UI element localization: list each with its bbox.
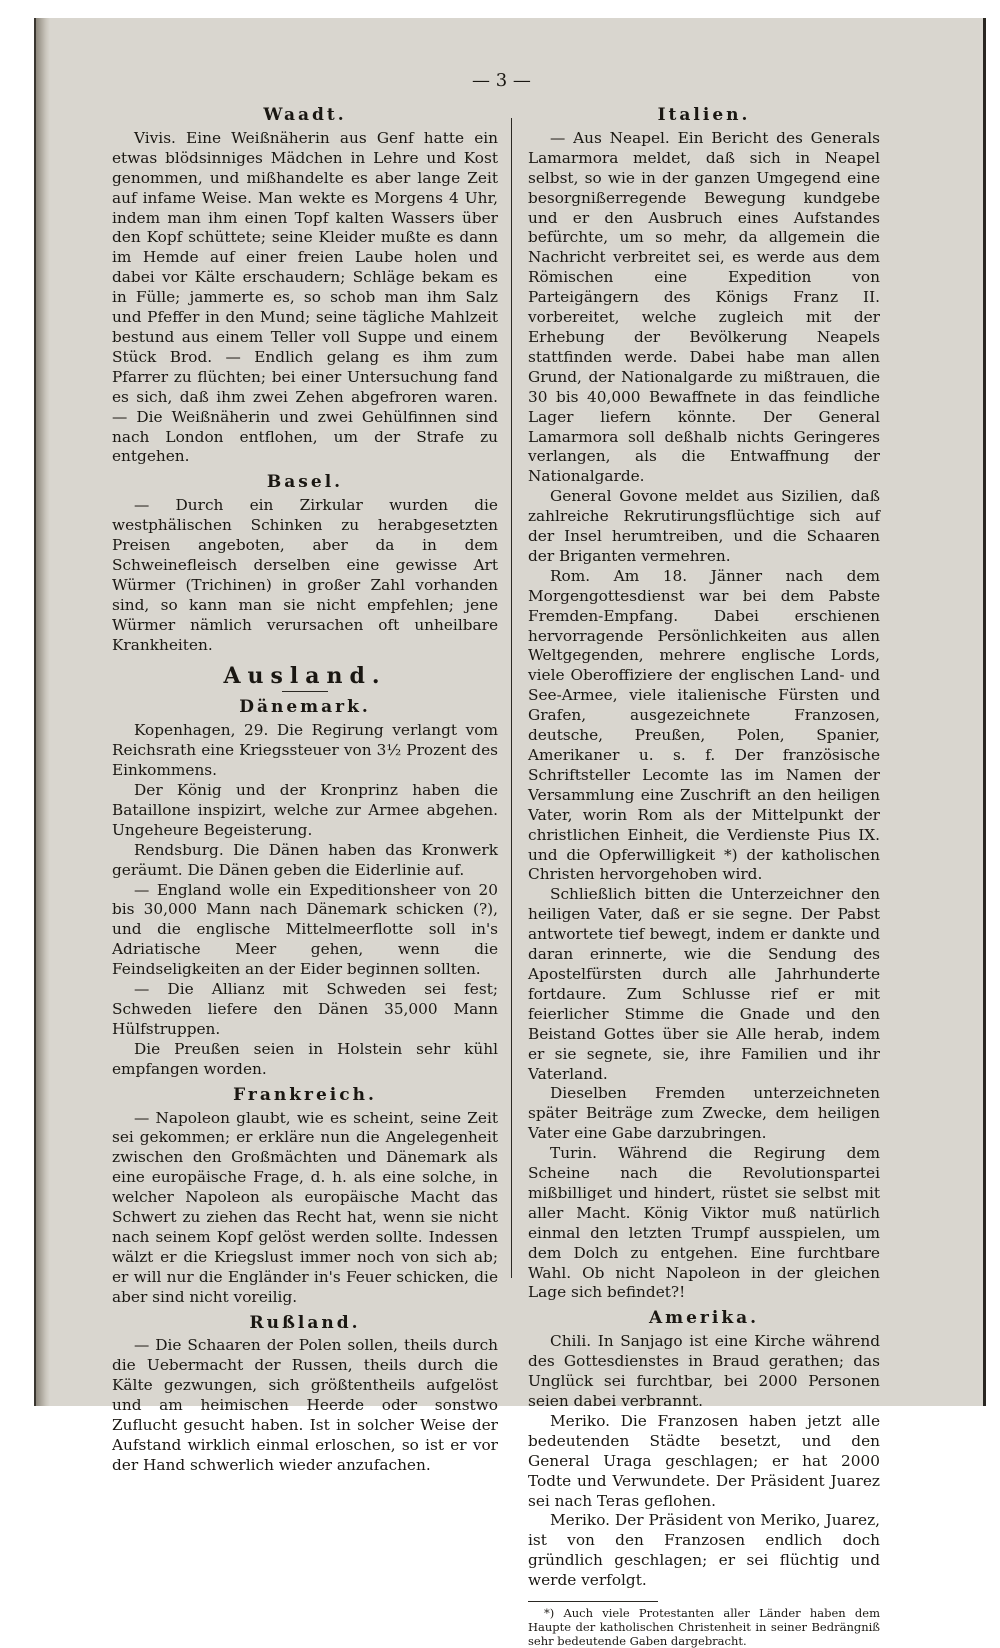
article-daenemark-6: Die Preußen seien in Holstein sehr kühl empfangen worden. xyxy=(112,1039,498,1078)
section-rule xyxy=(282,691,328,692)
article-italien-3: Rom. Am 18. Jänner nach dem Morgengottesdienst war bei dem Pabste Fremden-Empfang. Dabei erschienen hervorragende Persönlichkeiten aus allen Weltgegenden, mehrere englische Lords, viele Oberoffiziere der englischen Land- und See-Armee, viele italienische Fürsten und Grafen, ausgezeichnete Franzosen, deutsche, Preußen, Polen, Spanier, Amerikaner u. s. f. Der französische Schriftsteller Lecomte las im Namen der Versammlung eine Zuschrift an den heiligen Vater, worin Rom als der Mittelpunkt der christlichen Einheit, die Verdienste Pius IX. und die Opferwilligkeit *) der katholischen Christen hervorgehoben wird. xyxy=(528,566,880,884)
left-column xyxy=(112,100,498,1476)
heading-basel: Basel. xyxy=(266,472,344,493)
footnote-rule xyxy=(528,1601,658,1602)
heading-frankreich: Frankreich. xyxy=(233,1084,377,1105)
article-italien-6: Turin. Während die Regirung dem Scheine nach die Revolutionspartei mißbilliget und hindert, rüstet sie selbst mit aller Macht. König Viktor muß natürlich einmal den letzten Trumpf ausspielen, um dem Dolch zu entgehen. Eine furchtbare Wahl. Ob nicht Napoleon in der gleichen Lage sich befindet?! xyxy=(528,1144,880,1302)
article-daenemark-4: — England wolle ein Expeditionsheer von 20 bis 30,000 Mann nach Dänemark schicken (?), und die englische Mittelmeerflotte soll in's Adriatische Meer gehen, wenn die Feindseligkeiten an der Eider beginnen sollten. xyxy=(112,880,498,979)
article-amerika-3: Meriko. Der Präsident von Meriko, Juarez, ist von den Franzosen endlich doch gründlich geschlagen; er sei flüchtig und werde verfolgt. xyxy=(528,1511,880,1590)
heading-ausland: Ausland. xyxy=(223,663,387,690)
page-edge xyxy=(983,18,986,1406)
article-daenemark-2: Der König und der Kronprinz haben die Bataillone inspizirt, welche zur Armee abgehen. Ungeheure Begeisterung. xyxy=(112,781,498,839)
article-waadt: Vivis. Eine Weißnäherin aus Genf hatte ein etwas blödsinniges Mädchen in Lehre und Kost genommen, und mißhandelte es aber lange Zeit auf infame Weise. Man wekte es Morgens 4 Uhr, indem man ihm einen Topf kalten Wassers über den Kopf schüttete; seine Kleider mußte es dann im Hemde auf einer freien Laube holen und dabei vor Kälte erschaudern; Schläge bekam es in Fülle; jammerte es, so schob man ihm Salz und Pfeffer in den Mund; seine tägliche Mahlzeit bestund aus einem Teller voll Suppe und einem Stück Brod. — Endlich gelang es ihm zum Pfarrer zu flüchten; bei einer Untersuchung fand es sich, daß ihm zwei Zehen abgefroren waren. — Die Weißnäherin und zwei Gehülfinnen sind nach London entflohen, um der Strafe zu entgehen. xyxy=(112,128,498,466)
heading-waadt: Waadt. xyxy=(263,105,347,125)
article-italien-4: Schließlich bitten die Unterzeichner den heiligen Vater, daß er sie segne. Der Pabst antwortete tief bewegt, indem er dankte und daran erinnerte, wie die Sendung des Apostelfürsten durch alle Jahrhunderte fortdaure. Zum Schlusse rief er mit feierlicher Stimme die Gnade und den Beistand Gottes über sie Alle herab, indem er sie segnete, sie, ihre Familien und ihr Vaterland. xyxy=(528,885,880,1083)
column-divider xyxy=(511,118,512,1278)
article-basel: — Durch ein Zirkular wurden die westphälischen Schinken zu herabgesetzten Preisen angeboten, aber da in dem Schweinefleisch derselben eine gewisse Art Würmer (Trichinen) in großer Zahl vorhanden sind, so kann man sie nicht empfehlen; jene Würmer nämlich verursachen oft unheilbare Krankheiten. xyxy=(112,496,498,654)
article-frankreich: — Napoleon glaubt, wie es scheint, seine Zeit sei gekommen; er erkläre nun die Angelegenheit zwischen den Großmächten und Dänemark als eine europäische Frage, d. h. als eine solche, in welcher Napoleon als europäische Macht das Schwert zu ziehen das Recht hat, wenn sie nicht nach seinem Kopf gelöst werden sollte. Indessen wälzt er die Kriegslust immer noch von sich ab; er will nur die Engländer in's Feuer schicken, die aber sind nicht voreilig. xyxy=(112,1108,498,1306)
footnote: *) Auch viele Protestanten aller Länder haben dem Haupte der katholischen Christenheit in seiner Bedrängniß sehr bedeutende Gaben dargebracht. xyxy=(528,1606,880,1648)
right-column xyxy=(528,100,880,1648)
article-italien-1: — Aus Neapel. Ein Bericht des Generals Lamarmora meldet, daß sich in Neapel selbst, so wie in der ganzen Umgegend eine besorgnißerregende Bewegung kundgebe und er den Ausbruch eines Aufstandes befürchte, um so mehr, da allgemein die Nachricht verbreitet sei, es werde aus dem Römischen eine Expedition von Parteigängern des Königs Franz II. vorbereitet, welche zugleich mit der Erhebung der Bevölkerung Neapels stattfinden werde. Dabei habe man allen Grund, der Nationalgarde zu mißtrauen, die 30 bis 40,000 Bewaffnete in das feindliche Lager liefern könnte. Der General Lamarmora soll deßhalb nichts Geringeres verlangen, als die Entwaffnung der Nationalgarde. xyxy=(528,128,880,486)
heading-daenemark: Dänemark. xyxy=(239,697,371,718)
heading-italien: Italien. xyxy=(657,105,751,125)
article-amerika-1: Chili. In Sanjago ist eine Kirche während des Gottesdienstes in Braud gerathen; das Unglück sei furchtbar, bei 2000 Personen seien dabei verbrannt. xyxy=(528,1332,880,1410)
article-amerika-2: Meriko. Die Franzosen haben jetzt alle bedeutenden Städte besetzt, und den General Uraga geschlagen; er hat 2000 Todte und Verwundete. Der Präsident Juarez sei nach Teras geflohen. xyxy=(528,1411,880,1510)
heading-russland: Rußland. xyxy=(249,1312,361,1333)
article-daenemark-5: — Die Allianz mit Schweden sei fest; Schweden liefere den Dänen 35,000 Mann Hülfstruppen. xyxy=(112,980,498,1038)
article-daenemark-3: Rendsburg. Die Dänen haben das Kronwerk geräumt. Die Dänen geben die Eiderlinie auf. xyxy=(112,840,498,879)
book-spine-shadow xyxy=(36,18,50,1406)
article-italien-2: General Govone meldet aus Sizilien, daß zahlreiche Rekrutirungsflüchtige sich auf der Insel herumtreiben, und die Schaaren der Briganten vermehren. xyxy=(528,487,880,565)
page-number: — 3 — xyxy=(472,70,531,91)
heading-amerika: Amerika. xyxy=(648,1308,760,1329)
article-italien-5: Dieselben Fremden unterzeichneten später Beiträge zum Zwecke, dem heiligen Vater eine Gabe darzubringen. xyxy=(528,1084,880,1143)
article-daenemark-1: Kopenhagen, 29. Die Regirung verlangt vom Reichsrath eine Kriegssteuer von 3½ Prozent des Einkommens. xyxy=(112,721,498,780)
article-russland: — Die Schaaren der Polen sollen, theils durch die Uebermacht der Russen, theils durch die Kälte gezwungen, sich größtentheils aufgelöst und am heimischen Heerde oder sonstwo Zuflucht gesucht haben. Ist in solcher Weise der Aufstand wirklich einmal erloschen, so ist er vor der Hand schwerlich wieder anzufachen. xyxy=(112,1336,498,1474)
